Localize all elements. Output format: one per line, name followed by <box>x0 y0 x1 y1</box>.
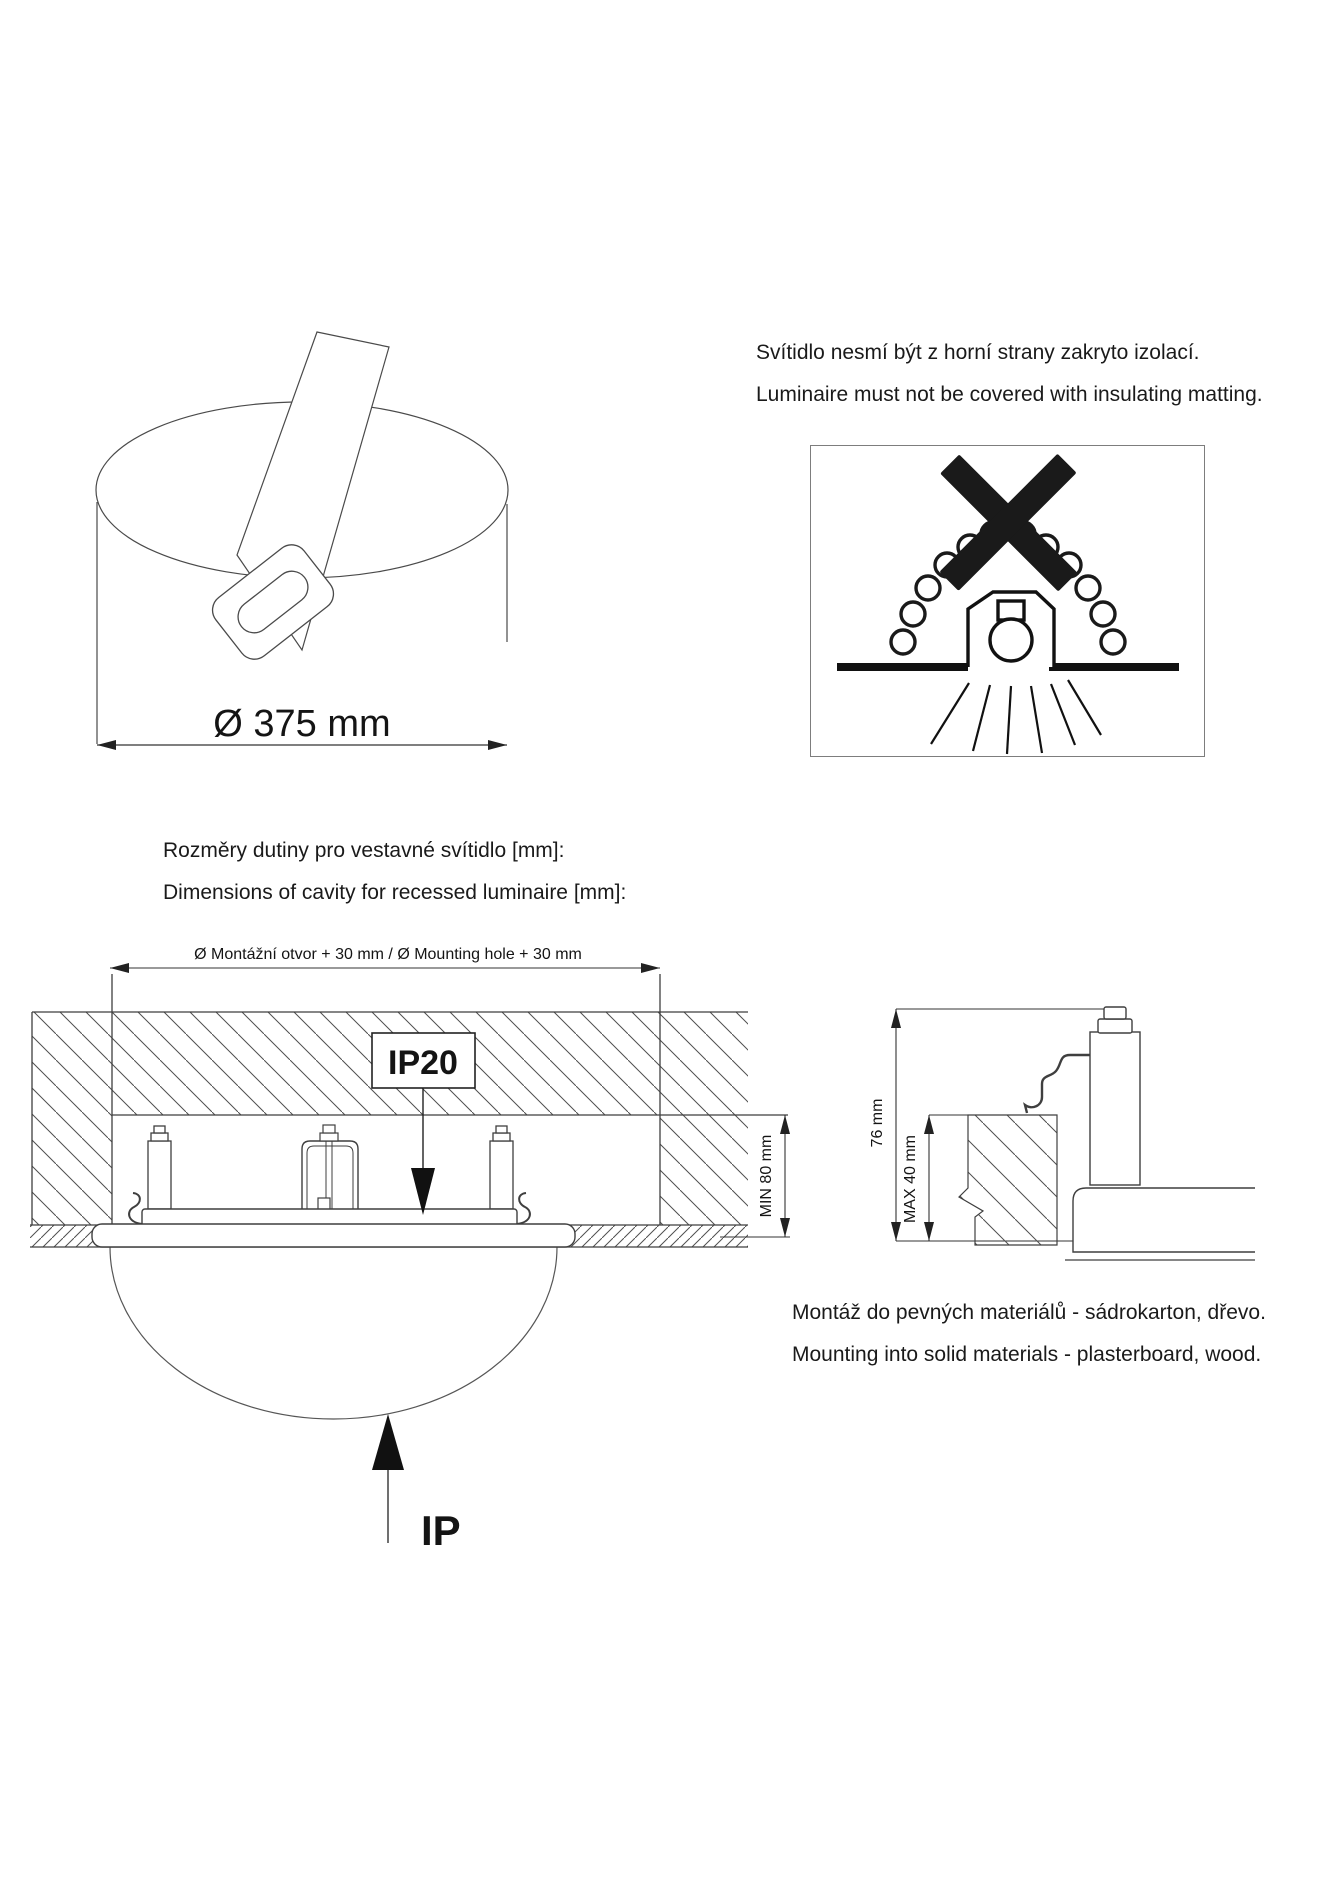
cavity-heading-en: Dimensions of cavity for recessed luminaire [mm]: <box>163 881 627 904</box>
cavity-cross-section-figure <box>30 930 810 1570</box>
mounting-note-cz: Montáž do pevných materiálů - sádrokarton, dřevo. <box>792 1301 1266 1324</box>
luminaire-base <box>1065 1188 1255 1260</box>
no-insulation-icon <box>811 446 1204 756</box>
mounting-note <box>792 1292 1266 1376</box>
insulation-warning-en: Luminaire must not be covered with insulating matting. <box>756 383 1263 406</box>
overall-height-label: 76 mm <box>869 1098 886 1148</box>
insulation-warning-box <box>810 445 1205 757</box>
mounting-hole-label: Ø Montážní otvor + 30 mm / Ø Mounting hole + 30 mm <box>194 946 582 963</box>
trim-ring <box>92 1224 575 1247</box>
light-rays <box>931 680 1101 754</box>
mounting-hole-dimension <box>110 946 660 973</box>
luminaire-housing <box>968 592 1054 667</box>
luminaire-body <box>92 1125 575 1419</box>
insulation-warning-text <box>756 332 1263 416</box>
luminaire-dome <box>110 1247 557 1419</box>
ip20-rating-box <box>372 1033 475 1215</box>
mounting-detail-figure <box>855 995 1265 1275</box>
spring-clip-left <box>129 1193 142 1224</box>
screw-post <box>1090 1007 1140 1185</box>
centre-bracket <box>302 1125 358 1218</box>
screw-post-left <box>148 1126 171 1209</box>
max-thickness-label: MAX 40 mm <box>902 1134 919 1224</box>
spring-clip <box>1025 1055 1090 1113</box>
prohibition-x-mark <box>939 454 1077 592</box>
screw-post-right <box>490 1126 513 1209</box>
hole-cutting-figure <box>40 320 540 770</box>
spring-clip-right <box>517 1193 530 1224</box>
insulation-warning-cz: Svítidlo nesmí být z horní strany zakryto izolací. <box>756 341 1200 364</box>
ip-direction-arrow <box>372 1414 461 1554</box>
ip-label: IP <box>421 1507 461 1554</box>
mounting-note-en: Mounting into solid materials - plasterboard, wood. <box>792 1343 1262 1366</box>
ceiling-material-block <box>959 1115 1057 1245</box>
max-thickness-dimension <box>902 1115 968 1241</box>
cavity-heading-cz: Rozměry dutiny pro vestavné svítidlo [mm]: <box>163 839 565 862</box>
hole-diameter-label: Ø 375 mm <box>213 703 391 745</box>
min-depth-label: MIN 80 mm <box>758 1134 775 1218</box>
ip20-label: IP20 <box>388 1044 458 1082</box>
cavity-heading <box>163 830 626 914</box>
hole-diameter-dimension <box>97 703 507 750</box>
